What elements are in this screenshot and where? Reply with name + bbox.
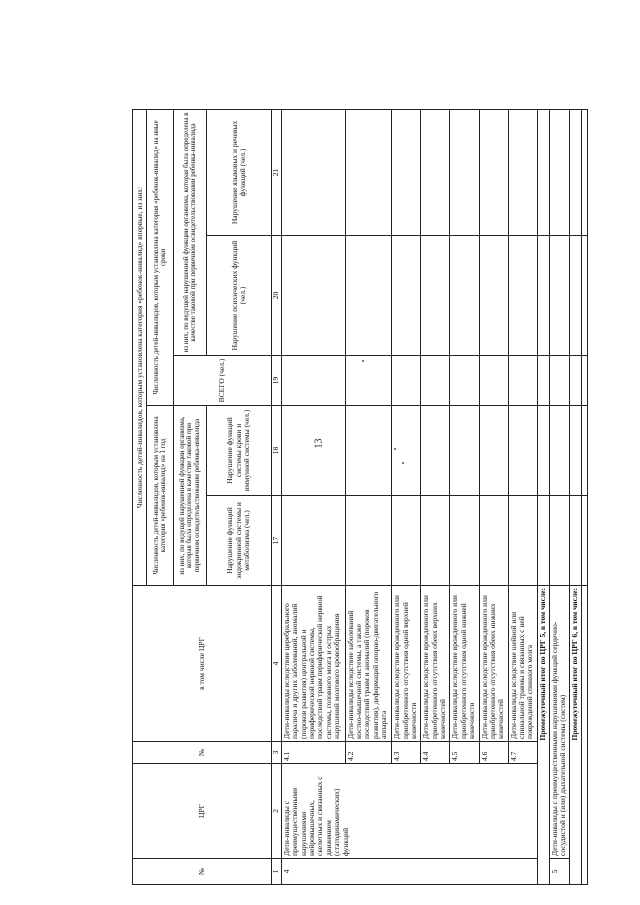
value-cell bbox=[281, 109, 345, 235]
value-cell bbox=[508, 356, 537, 406]
value-cell bbox=[508, 236, 537, 356]
colnum-cell: 17 bbox=[271, 496, 281, 586]
column-numbers-row bbox=[271, 109, 281, 884]
colnum-cell: 19 bbox=[271, 356, 281, 406]
value-cell bbox=[581, 406, 587, 496]
value-cell bbox=[281, 406, 345, 496]
value-cell bbox=[549, 356, 569, 406]
page-number: 13 bbox=[313, 438, 325, 449]
header-col21: Нарушение языковых и речевых функций (чел.) bbox=[207, 109, 271, 235]
row-text: Дети-инвалиды вследствие врожденного или приобретенного отсутствия обеих верхних конечностей bbox=[421, 586, 450, 742]
subtotal-label: Промежуточный итог по ЦРГ 6, в том числе: bbox=[569, 586, 581, 885]
scan-speck bbox=[362, 360, 364, 362]
value-cell bbox=[421, 496, 450, 586]
value-cell bbox=[537, 236, 549, 356]
value-cell bbox=[569, 406, 581, 496]
value-cell bbox=[421, 406, 450, 496]
subtotal-label: Промежуточный итог по ЦРГ 5, в том числе: bbox=[537, 586, 549, 885]
value-cell bbox=[392, 236, 421, 356]
value-cell bbox=[421, 109, 450, 235]
header-col19: ВСЕГО (чел.) bbox=[174, 356, 271, 406]
value-cell bbox=[345, 496, 391, 586]
report-table bbox=[132, 109, 588, 885]
header-top-span: Численность детей-инвалидов, которым установлена категория «ребенок-инвалид» впервые, из них: bbox=[133, 109, 147, 585]
row-text: Дети-инвалиды вследствие врожденного или приобретенного отсутствия одной верхней конечности bbox=[392, 586, 421, 742]
table-row bbox=[281, 109, 345, 884]
colnum-cell: 3 bbox=[271, 742, 281, 764]
colnum-cell: 2 bbox=[271, 764, 281, 859]
value-cell bbox=[537, 109, 549, 235]
scan-speck bbox=[402, 462, 404, 464]
row-text: Дети-инвалиды вследствие врожденного или приобретенного отсутствия одной нижней конечности bbox=[450, 586, 479, 742]
value-cell bbox=[281, 236, 345, 356]
value-cell bbox=[392, 109, 421, 235]
group-row bbox=[549, 109, 569, 884]
row-number: 4.3 bbox=[392, 742, 421, 764]
group-name: Дети-инвалиды с преимущественными нарушениями функций сердечно-сосудистой и (или) дыхательной системы (систем) bbox=[549, 586, 569, 859]
header-subgroup: в том числе ЦРГ bbox=[133, 586, 272, 742]
scan-speck bbox=[394, 448, 396, 450]
header-num: № bbox=[133, 859, 272, 885]
colnum-cell: 1 bbox=[271, 859, 281, 885]
value-cell bbox=[537, 496, 549, 586]
value-cell bbox=[421, 356, 450, 406]
value-cell bbox=[508, 496, 537, 586]
value-cell bbox=[392, 356, 421, 406]
value-cell bbox=[479, 406, 508, 496]
value-cell bbox=[508, 109, 537, 235]
value-cell bbox=[450, 109, 479, 235]
value-cell bbox=[581, 236, 587, 356]
value-cell bbox=[479, 356, 508, 406]
value-cell bbox=[421, 236, 450, 356]
group-number: 5 bbox=[549, 859, 569, 885]
value-cell bbox=[479, 109, 508, 235]
header-col17: Нарушение функций эндокринной системы и метаболизма (чел.) bbox=[207, 496, 271, 586]
value-cell bbox=[549, 236, 569, 356]
subtotal-row bbox=[537, 109, 549, 884]
row-number: 4.6 bbox=[479, 742, 508, 764]
value-cell bbox=[345, 109, 391, 235]
row-text: Дети-инвалиды вследствие заболеваний костно-мышечной системы, а также последствий травм и аномалий (пороков развития), деформаций опорно-двигательного аппарата bbox=[345, 586, 391, 742]
colnum-cell: 18 bbox=[271, 406, 281, 496]
value-cell bbox=[537, 356, 549, 406]
empty-row bbox=[581, 109, 587, 884]
value-cell bbox=[450, 406, 479, 496]
header-sub-leading-a: из них, по ведущей нарушенной функции организма, которая была определена в качестве таковой при первичном освидетельствовании ребенка-инвалида bbox=[174, 406, 207, 586]
value-cell bbox=[549, 109, 569, 235]
value-cell bbox=[549, 496, 569, 586]
value-cell bbox=[479, 496, 508, 586]
group-name: Дети-инвалиды с преимущественными нарушениями нейромышечных, скелетных и связанных с движением (статодинамических) функций bbox=[281, 764, 537, 859]
header-row-1 bbox=[133, 109, 147, 884]
value-cell bbox=[581, 496, 587, 586]
value-cell bbox=[392, 496, 421, 586]
header-col20: Нарушение психических функций (чел.) bbox=[207, 236, 271, 356]
group-number: 4 bbox=[281, 859, 537, 885]
row-text: Дети-инвалиды вследствие врожденного или приобретенного отсутствия обеих нижних конечностей bbox=[479, 586, 508, 742]
subtotal-row bbox=[569, 109, 581, 884]
header-group: ЦРГ bbox=[133, 764, 272, 859]
colnum-cell: 20 bbox=[271, 236, 281, 356]
value-cell bbox=[479, 236, 508, 356]
value-cell bbox=[281, 356, 345, 406]
row-number: 4.7 bbox=[508, 742, 537, 764]
value-cell bbox=[569, 356, 581, 406]
value-cell bbox=[450, 356, 479, 406]
value-cell bbox=[549, 406, 569, 496]
value-cell bbox=[450, 236, 479, 356]
value-cell bbox=[345, 236, 391, 356]
header-span-other: Численность детей-инвалидов, которым установлена категория «ребенок-инвалид» на иные сроки bbox=[147, 109, 174, 405]
value-cell bbox=[581, 356, 587, 406]
value-cell bbox=[345, 356, 391, 406]
header-subnum: № bbox=[133, 742, 272, 764]
header-col18: Нарушение функций системы крови и иммунной системы (чел.) bbox=[207, 406, 271, 496]
value-cell bbox=[281, 496, 345, 586]
header-span-1year: Численность детей-инвалидов, которым установлена категория «ребенок-инвалид» на 1 год bbox=[147, 406, 174, 586]
row-number: 4.2 bbox=[345, 742, 391, 764]
colnum-cell: 21 bbox=[271, 109, 281, 235]
row-text: Дети-инвалиды вследствие церебрального паралича и других заболеваний, аномалий (пороков развития) центральной и периферической нервной системы, последствий травм периферической нервной системы, головного мозга и острых нарушений мозгового кровообращения bbox=[281, 586, 345, 742]
row-text: Дети-инвалиды вследствие шейной или спинальной травмы и связанных с ней повреждений спинного мозга bbox=[508, 586, 537, 742]
value-cell bbox=[569, 109, 581, 235]
value-cell bbox=[450, 496, 479, 586]
value-cell bbox=[508, 406, 537, 496]
value-cell bbox=[345, 406, 391, 496]
value-cell bbox=[392, 406, 421, 496]
value-cell bbox=[537, 406, 549, 496]
value-cell bbox=[569, 496, 581, 586]
value-cell bbox=[581, 109, 587, 235]
row-number: 4.5 bbox=[450, 742, 479, 764]
empty-cell bbox=[581, 586, 587, 885]
row-number: 4.4 bbox=[421, 742, 450, 764]
colnum-cell: 4 bbox=[271, 586, 281, 742]
header-sub-leading-b: из них, по ведущей нарушенной функции организма, которая была определена в качестве таковой при первичном освидетельствовании ребенка-инвалида bbox=[174, 109, 207, 355]
row-number: 4.1 bbox=[281, 742, 345, 764]
value-cell bbox=[569, 236, 581, 356]
report-table-sheet bbox=[132, 110, 588, 885]
